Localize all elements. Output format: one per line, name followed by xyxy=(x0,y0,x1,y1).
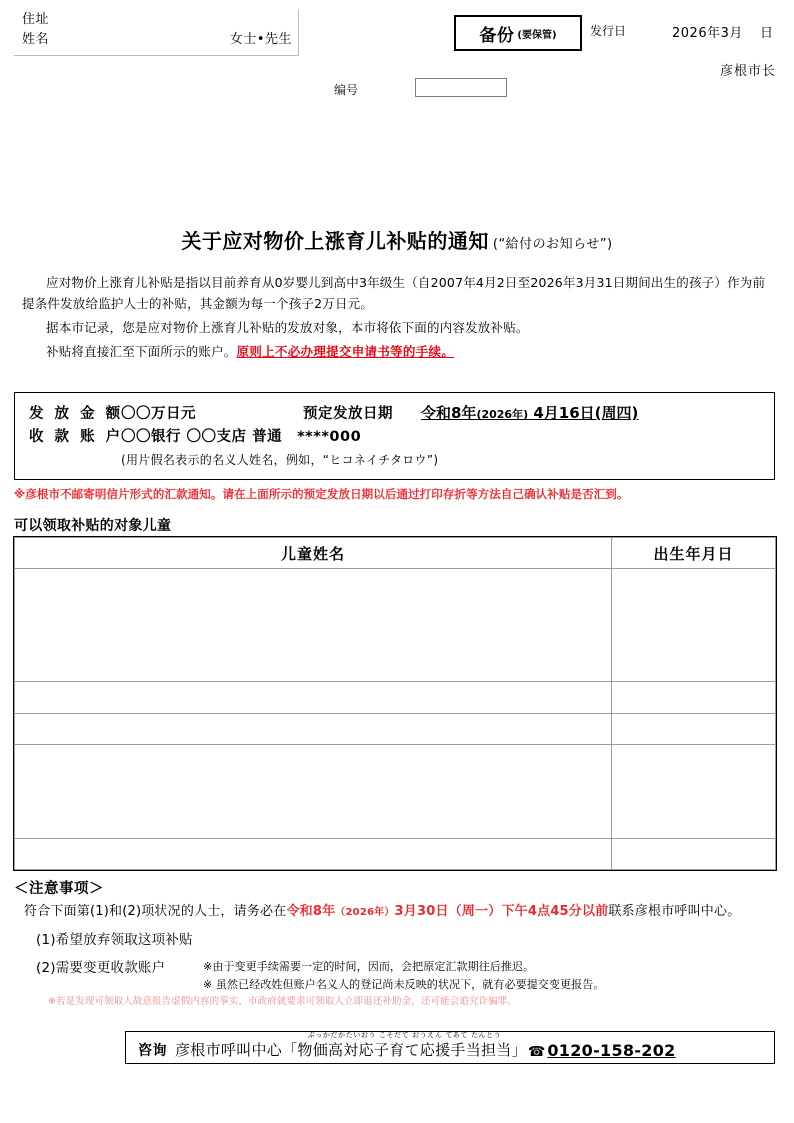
note-item-change-account-sub1: ※由于变更手续需要一定的时间，因而，会把原定汇款期往后推迟。 xyxy=(203,960,535,973)
honorific-label: 女士•先生 xyxy=(229,32,292,47)
payment-katakana-note: (用片假名表示的名义人姓名，例如，“ヒコネイチタロウ”) xyxy=(121,453,439,467)
serial-number-label: 编号 xyxy=(334,83,359,97)
payment-details-box xyxy=(14,392,775,480)
payment-account-label: 收 款 账 户 xyxy=(29,429,124,445)
cell-date-of-birth[interactable] xyxy=(612,839,776,870)
issue-date-value: 2026年3月 xyxy=(672,26,743,41)
cell-date-of-birth[interactable] xyxy=(612,745,776,839)
payment-schedule-gregorian: (2026年) xyxy=(476,408,529,421)
notes-lead-text xyxy=(24,900,740,919)
contact-phone-number[interactable]: 0120-158-202 xyxy=(547,1041,676,1060)
intro-paragraph-2: 据本市记录，您是应对物价上涨育儿补贴的发放对象，本市将依下面的内容发放补贴。 xyxy=(46,320,529,335)
payment-schedule-era: 令和8年 xyxy=(421,404,477,422)
payment-schedule-label: 预定发放日期 xyxy=(303,406,393,422)
cell-child-name[interactable] xyxy=(15,839,612,870)
intro-paragraph-3-plain: 补贴将直接汇至下面所示的账户。 xyxy=(46,344,237,359)
contact-org-japanese: 物価高対応子育て応援手当担当 xyxy=(297,1041,512,1059)
notes-lead-part2: 联系彦根市呼叫中心。 xyxy=(608,904,741,919)
cell-child-name[interactable] xyxy=(15,569,612,682)
note-item-waive-benefit: (1)希望放弃领取这项补贴 xyxy=(36,932,193,948)
intro-paragraphs xyxy=(22,272,772,362)
table-row xyxy=(15,745,776,839)
payment-schedule-value xyxy=(421,402,638,423)
children-table-body xyxy=(15,569,776,870)
intro-paragraph-3 xyxy=(22,341,772,362)
address-label: 住址 xyxy=(22,12,50,27)
payment-account-row xyxy=(29,425,361,446)
column-header-child-name: 儿童姓名 xyxy=(15,538,612,569)
telephone-icon: ☎ xyxy=(527,1044,546,1060)
table-row xyxy=(15,569,776,682)
column-header-date-of-birth: 出生年月日 xyxy=(612,538,776,569)
page-title-japanese: (“給付のお知らせ”) xyxy=(492,237,613,252)
fraud-warning-note: ※若是发现可领取人故意报告虚假内容的事实，市政府就要求可领取人立即退还补助金，还可能会追究诈骗罪。 xyxy=(48,996,517,1007)
note-item-change-account: (2)需要变更收款账户 xyxy=(36,960,166,976)
table-row xyxy=(15,714,776,745)
document-title-row xyxy=(0,225,794,254)
contact-org-furigana: ぶっかだかたいおう こそだて おうえん てあて たんとう xyxy=(307,1031,502,1039)
payment-account-value: 〇〇银行 〇〇支店 普通 ****000 xyxy=(121,429,362,445)
contact-info-box xyxy=(125,1031,775,1064)
cell-date-of-birth[interactable] xyxy=(612,714,776,745)
cell-date-of-birth[interactable] xyxy=(612,569,776,682)
copy-stamp-main-label: 备份 xyxy=(479,25,515,46)
table-row xyxy=(15,839,776,870)
mayor-signature: 彦根市长 xyxy=(719,64,776,79)
cell-date-of-birth[interactable] xyxy=(612,682,776,714)
notes-deadline-date: 3月30日（周一）下午4点45分以前 xyxy=(394,904,609,919)
copy-stamp-sub-label: (要保管) xyxy=(517,29,557,41)
recipient-address-box xyxy=(14,10,299,56)
serial-number-field[interactable] xyxy=(415,78,507,97)
payment-amount-value: 〇〇万日元 xyxy=(121,406,196,422)
copy-stamp-box xyxy=(454,15,582,51)
issue-day-unit: 日 xyxy=(760,26,774,41)
page-title: 关于应对物价上涨育儿补贴的通知 xyxy=(181,229,489,253)
no-postcard-notice: ※彦根市不邮寄明信片形式的汇款通知。请在上面所示的预定发放日期以后通过打印存折等方法自己确认补贴是否汇到。 xyxy=(14,487,629,501)
children-table-header-row xyxy=(15,538,776,569)
cell-child-name[interactable] xyxy=(15,745,612,839)
payment-amount-row xyxy=(29,402,196,423)
contact-inner-row xyxy=(138,1031,676,1060)
issue-date-label: 发行日 xyxy=(590,24,627,38)
name-label: 姓名 xyxy=(22,32,50,47)
contact-org-prefix: 彦根市呼叫中心「 xyxy=(175,1041,298,1059)
notes-lead-part1: 符合下面第(1)和(2)项状况的人士，请务必在 xyxy=(24,904,287,919)
payment-amount-label: 发 放 金 额 xyxy=(29,406,124,422)
notes-deadline-gregorian: （2026年） xyxy=(335,907,395,918)
intro-no-application-needed: 原则上不必办理提交申请书等的手续。 xyxy=(236,344,455,359)
notes-deadline-era: 令和8年 xyxy=(286,904,336,919)
children-table-caption: 可以领取补贴的对象儿童 xyxy=(14,518,172,534)
contact-org-ruby-wrap xyxy=(297,1031,512,1060)
intro-paragraph-1: 应对物价上涨育儿补贴是指以目前养育从0岁婴儿到高中3年级生（自2007年4月2日至2026年3月31日期间出生的孩子）作为前提条件发放给监护人士的补贴，其金额为每一个孩子2万日元。 xyxy=(22,275,766,311)
notes-section-title: ＜注意事项＞ xyxy=(14,881,104,897)
contact-label: 咨询 xyxy=(138,1043,167,1059)
note-item-change-account-sub2: ※ 虽然已经改姓但账户名义人的登记尚未反映的状况下，就有必要提交变更报告。 xyxy=(203,978,605,991)
children-table xyxy=(14,537,776,870)
contact-org-suffix: 」 xyxy=(511,1041,527,1059)
document-header xyxy=(0,0,794,115)
table-row xyxy=(15,682,776,714)
payment-schedule-date: 4月16日(周四) xyxy=(533,404,639,422)
cell-child-name[interactable] xyxy=(15,682,612,714)
cell-child-name[interactable] xyxy=(15,714,612,745)
